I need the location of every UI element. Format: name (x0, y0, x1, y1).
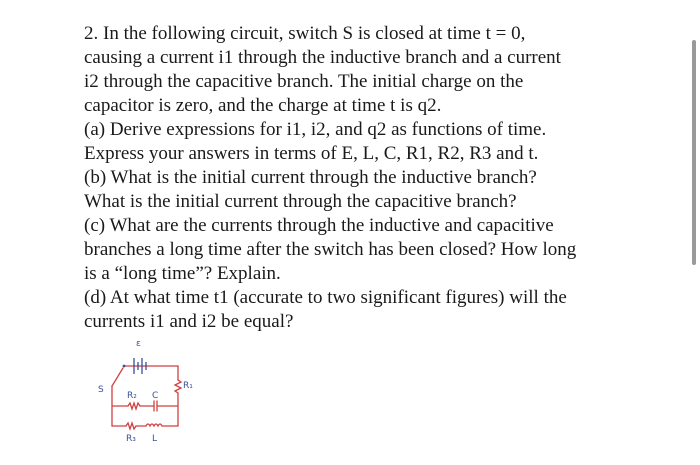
problem-line-12: (d) At what time t1 (accurate to two significant figures) will the (84, 287, 567, 308)
problem-line-9: (c) What are the currents through the inductive and capacitive (84, 215, 554, 236)
circuit-sketch (82, 334, 212, 452)
switch-contact (123, 365, 126, 368)
problem-line-4: capacitor is zero, and the charge at time t is q2. (84, 95, 442, 116)
problem-text (84, 22, 684, 334)
switch-blade (112, 368, 123, 386)
r3-resistor (126, 423, 136, 429)
problem-line-13: currents i1 and i2 be equal? (84, 311, 294, 332)
l-label: L (152, 434, 158, 444)
problem-line-8: What is the initial current through the capacitive branch? (84, 191, 517, 212)
r2-resistor (128, 403, 140, 409)
switch-label: S (98, 385, 104, 395)
problem-line-2: causing a current i1 through the inductive branch and a current (84, 47, 561, 68)
problem-line-1: 2. In the following circuit, switch S is closed at time t = 0, (84, 23, 526, 44)
r2-label: R₂ (127, 391, 137, 401)
c-label: C (152, 391, 159, 401)
r1-resistor (175, 380, 181, 393)
problem-line-6: Express your answers in terms of E, L, C, R1, R2, R3 and t. (84, 143, 539, 164)
emf-label: ε (136, 339, 141, 349)
r1-label: R₁ (183, 381, 193, 391)
problem-line-3: i2 through the capacitive branch. The initial charge on the (84, 71, 524, 92)
r3-label: R₃ (126, 434, 136, 444)
problem-line-10: branches a long time after the switch has been closed? How long (84, 239, 577, 260)
problem-line-11: is a “long time”? Explain. (84, 263, 281, 284)
problem-line-5: (a) Derive expressions for i1, i2, and q2 as functions of time. (84, 119, 547, 140)
inductor-coil (146, 424, 162, 426)
problem-line-7: (b) What is the initial current through the inductive branch? (84, 167, 537, 188)
scrollbar[interactable] (692, 40, 696, 265)
